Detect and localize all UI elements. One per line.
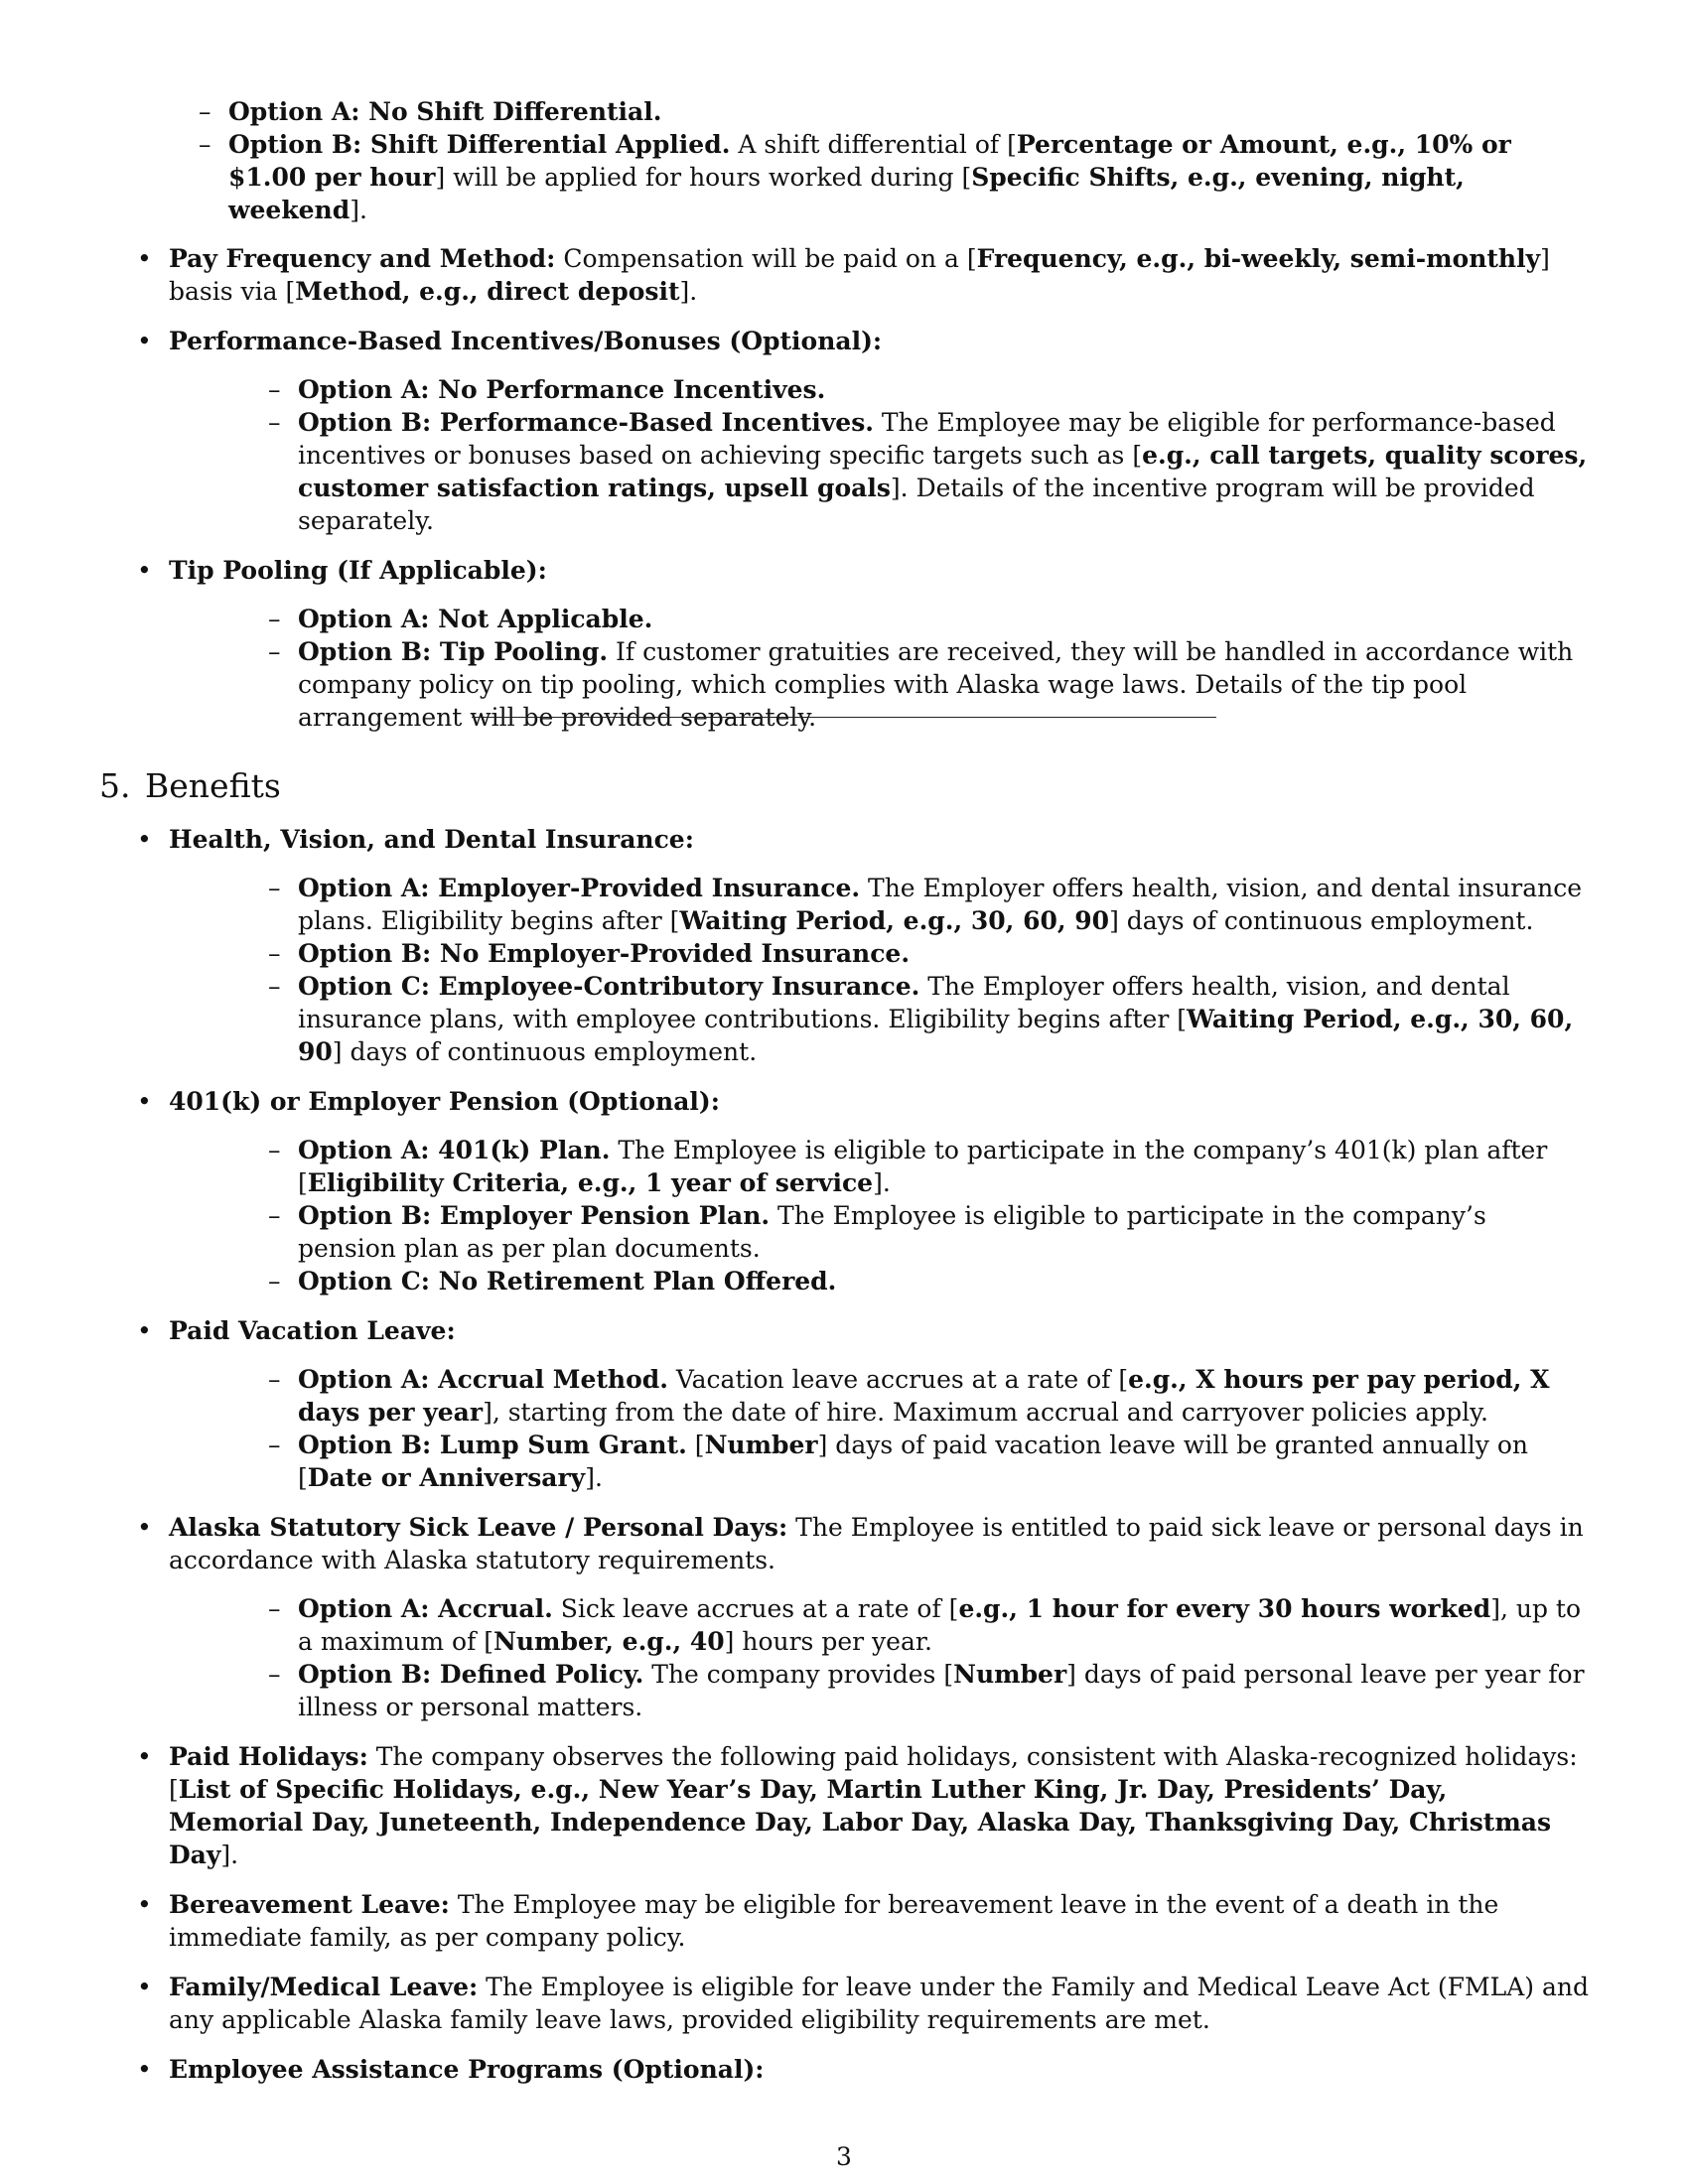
sub-option-label: Option B: Lump Sum Grant. [298,1431,687,1459]
sub-option-text: Number [704,1431,818,1459]
sub-option-label: Option A: No Shift Differential. [228,97,662,126]
bullet-item-text: Frequency, e.g., bi-weekly, semi-monthly [976,244,1541,273]
bullet-item [99,1314,1589,1494]
sub-option [169,970,1589,1068]
sub-option-text: The Employer offers health, vision, and dental insurance plans, with employee contributions. Eligibility begins after [ [298,972,1510,1033]
sub-option-text: Date or Anniversary [307,1463,586,1492]
sub-option-text: e.g., 1 hour for every 30 hours worked [958,1594,1491,1623]
sub-option-text: Number, e.g., 40 [493,1627,725,1656]
sub-option-marker: – [268,1365,281,1394]
sub-option [169,406,1589,537]
sub-option [99,95,1589,128]
sub-option-text: [ [686,1431,705,1459]
sub-option [169,1429,1589,1494]
compensation-continued [99,95,1589,751]
sub-option-text: A shift differential of [ [730,130,1017,159]
sub-option [169,1363,1589,1429]
sub-option-text: Waiting Period, e.g., 30, 60, 90 [298,1005,1574,1066]
bullet-item-text: The Employee is entitled to paid sick leave or personal days in accordance with Alaska statutory requirements. [169,1513,1584,1574]
sub-option-text: Eligibility Criteria, e.g., 1 year of service [307,1168,874,1197]
bullet-item-label: Employee Assistance Programs (Optional): [169,2055,765,2084]
bullet-item [99,2053,1589,2086]
sub-option-label: Option A: Not Applicable. [298,605,653,633]
sub-option-text: e.g., X hours per pay period, X days per year [298,1365,1550,1427]
sub-option-label: Option A: Employer-Provided Insurance. [298,874,861,902]
bullet-item-text: List of Specific Holidays, e.g., New Year’s Day, Martin Luther King, Jr. Day, Presidents’ Day, Memorial Day, Juneteenth, Independence Day, Labor Day, Alaska Day, Thanksgiving Day, Christmas Day [169,1775,1552,1869]
sub-option-text: ] days of continuous employment. [1109,906,1534,935]
section-number: 5. [99,766,131,805]
sub-option-marker: – [268,939,281,968]
sub-option-text: Number [953,1660,1067,1689]
section-heading [99,766,281,806]
sub-option-text: Waiting Period, e.g., 30, 60, 90 [679,906,1110,935]
sub-option-text: The company provides [ [643,1660,954,1689]
bullet-item-marker: • [137,1513,152,1542]
sub-option-text: If customer gratuities are received, they will be handled in accordance with company policy on tip pooling, which complies with Alaska wage laws. Details of the tip pool arrangement will be provided separately. [298,637,1574,732]
bullet-item [99,1511,1589,1723]
bullet-item [99,242,1589,308]
sub-option-text: The Employer offers health, vision, and dental insurance plans. Eligibility begins after [ [298,874,1583,935]
sub-option-text: ] days of paid vacation leave will be granted annually on [ [298,1431,1529,1492]
sub-options [169,872,1589,1068]
section-divider [472,717,1216,718]
bullet-item [99,1085,1589,1297]
sub-options [169,373,1589,537]
sub-option-marker: – [268,1594,281,1623]
sub-option-marker: – [268,874,281,902]
sub-option-marker: – [268,408,281,437]
bullet-item-label: 401(k) or Employer Pension (Optional): [169,1087,720,1116]
bullet-item-label: Paid Holidays: [169,1742,368,1771]
bullet-item-label: Pay Frequency and Method: [169,244,556,273]
sub-option-text: e.g., call targets, quality scores, customer satisfaction ratings, upsell goals [298,441,1588,502]
bullet-item-marker: • [137,1973,152,2001]
sub-option-label: Option C: No Retirement Plan Offered. [298,1267,837,1296]
sub-option [169,937,1589,970]
bullet-item-text: The Employee is eligible for leave under the Family and Medical Leave Act (FMLA) and any applicable Alaska family leave laws, provided eligibility requirements are met. [169,1973,1589,2034]
sub-options [169,1363,1589,1494]
bullet-item [99,554,1589,734]
sub-option [169,1199,1589,1265]
bullet-item-label: Paid Vacation Leave: [169,1316,456,1345]
sub-option-text: ]. [350,196,367,224]
sub-option-marker: – [268,1201,281,1230]
sub-option-label: Option B: No Employer-Provided Insurance. [298,939,911,968]
sub-option [169,373,1589,406]
bullet-item [99,1888,1589,1954]
sub-option-text: Vacation leave accrues at a rate of [ [667,1365,1129,1394]
bullet-item [99,325,1589,537]
sub-option-text: ] hours per year. [724,1627,933,1656]
sub-option-label: Option B: Shift Differential Applied. [228,130,731,159]
bullet-item-label: Alaska Statutory Sick Leave / Personal Days: [169,1513,788,1542]
sub-option-text: ]. Details of the incentive program will be provided separately. [298,474,1535,535]
sub-option-text: ] days of continuous employment. [332,1037,758,1066]
bullet-item-marker: • [137,556,152,585]
bullet-item-marker: • [137,1087,152,1116]
sub-option-marker: – [268,972,281,1001]
section-title: Benefits [145,766,281,805]
sub-option-label: Option C: Employee-Contributory Insurance. [298,972,920,1001]
sub-option [169,872,1589,937]
sub-option-text: ]. [873,1168,891,1197]
page-number: 3 [836,2142,852,2171]
bullet-item-text: ] basis via [ [169,244,1550,306]
shift-differential-options [99,95,1589,226]
bullet-item-label: Health, Vision, and Dental Insurance: [169,825,694,854]
sub-option-text: The Employee is eligible to participate in the company’s pension plan as per plan documents. [298,1201,1486,1263]
sub-option-text: The Employee may be eligible for performance-based incentives or bonuses based on achieving specific targets such as [ [298,408,1556,470]
bullet-item-marker: • [137,1316,152,1345]
bullet-item-text: ]. [679,277,698,306]
bullet-item-label: Tip Pooling (If Applicable): [169,556,547,585]
bullet-item-marker: • [137,244,152,273]
bullet-item [99,1740,1589,1871]
sub-option-text: ] will be applied for hours worked during [ [435,163,972,192]
sub-option [169,1658,1589,1723]
sub-option-label: Option A: 401(k) Plan. [298,1136,611,1164]
sub-options [169,1592,1589,1723]
bullet-item-marker: • [137,327,152,355]
benefits-bullets [99,823,1589,2103]
sub-option-label: Option B: Performance-Based Incentives. [298,408,874,437]
bullet-item-marker: • [137,1742,152,1771]
bullet-item-text: The company observes the following paid holidays, consistent with Alaska-recognized holidays: [ [169,1742,1578,1804]
sub-option [169,635,1589,734]
sub-option-text: Percentage or Amount, e.g., 10% or $1.00 per hour [228,130,1511,192]
sub-option-label: Option A: Accrual. [298,1594,553,1623]
sub-option [99,128,1589,226]
bullet-item [99,823,1589,1068]
sub-option-marker: – [268,1136,281,1164]
sub-option-label: Option B: Tip Pooling. [298,637,609,666]
sub-option-marker: – [268,1431,281,1459]
sub-option [169,1134,1589,1199]
sub-option-label: Option A: Accrual Method. [298,1365,668,1394]
bullet-item [99,1971,1589,2036]
sub-option-marker: – [268,1267,281,1296]
sub-option-marker: – [268,1660,281,1689]
bullet-item-label: Family/Medical Leave: [169,1973,479,2001]
compensation-bullets [99,242,1589,734]
sub-option-label: Option B: Employer Pension Plan. [298,1201,771,1230]
bullet-item-text: ]. [220,1841,239,1869]
bullet-item-text: Method, e.g., direct deposit [295,277,680,306]
sub-option-marker: – [268,605,281,633]
bullet-item-marker: • [137,825,152,854]
sub-option-text: Sick leave accrues at a rate of [ [552,1594,959,1623]
bullet-item-text: The Employee may be eligible for bereavement leave in the event of a death in the immediate family, as per company policy. [169,1890,1499,1952]
bullet-item-label: Bereavement Leave: [169,1890,450,1919]
bullet-item-marker: • [137,2055,152,2084]
bullet-item-label: Performance-Based Incentives/Bonuses (Optional): [169,327,883,355]
sub-option-label: Option A: No Performance Incentives. [298,375,826,404]
sub-option-text: Specific Shifts, e.g., evening, night, weekend [228,163,1465,224]
sub-option [169,603,1589,635]
sub-options [169,603,1589,734]
bullet-item-text: Compensation will be paid on a [ [555,244,977,273]
sub-option-text: ], up to a maximum of [ [298,1594,1582,1656]
sub-option-marker: – [199,97,211,126]
sub-option-text: ], starting from the date of hire. Maximum accrual and carryover policies apply. [483,1398,1488,1427]
sub-option [169,1265,1589,1297]
sub-option-text: ] days of paid personal leave per year for illness or personal matters. [298,1660,1585,1721]
sub-option-label: Option B: Defined Policy. [298,1660,644,1689]
sub-option-text: ]. [585,1463,603,1492]
sub-option-marker: – [199,130,211,159]
sub-option [169,1592,1589,1658]
sub-option-text: The Employee is eligible to participate in the company’s 401(k) plan after [ [298,1136,1548,1197]
sub-option-marker: – [268,375,281,404]
sub-options [169,1134,1589,1297]
sub-option-marker: – [268,637,281,666]
bullet-item-marker: • [137,1890,152,1919]
